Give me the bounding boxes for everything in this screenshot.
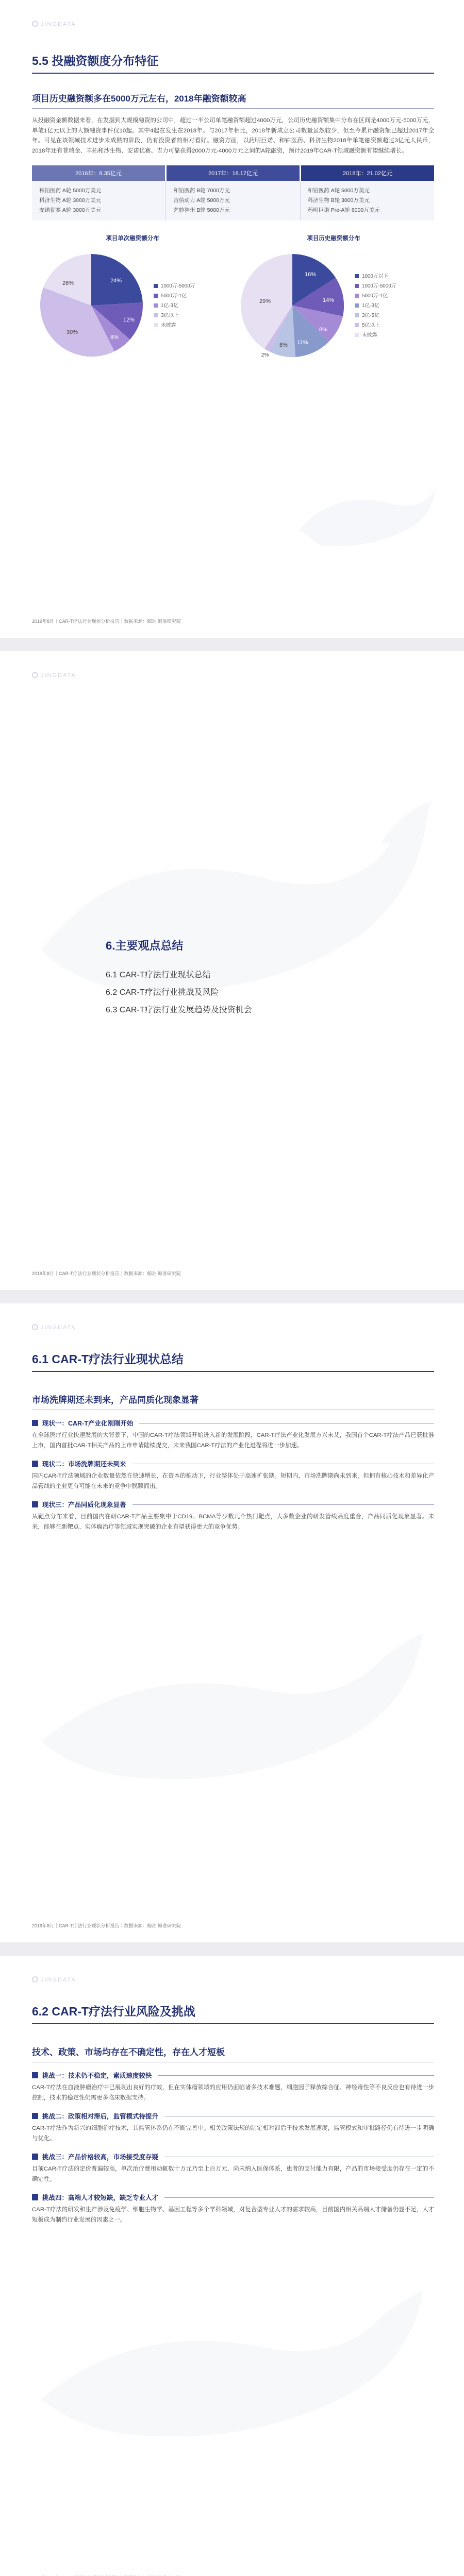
- point-paragraph: 目前CAR-T疗法的定价普遍较高，单次治疗费用动辄数十万元乃至上百万元，尚未纳入医保体系，患者的支付能力有限，产品的市场接受度仍存在一定的不确定性。: [32, 2166, 434, 2182]
- point-paragraph: 从靶点分布来看，目前国内在研CAR-T产品主要集中于CD19、BCMA等少数几个热门靶点，大多数企业的研发管线高度重合，产品同质化现象显著。未来，能够在新靶点、实体瘤治疗等领域实现突破的企业有望获得更大的竞争优势。: [32, 1514, 434, 1530]
- toc: [106, 937, 394, 1019]
- year-deals: [32, 181, 434, 221]
- headline: 市场洗牌期还未到来，产品同质化现象显著: [32, 1395, 198, 1405]
- legend-item: 1亿-3亿: [355, 301, 396, 311]
- pie2-label-f: 2%: [261, 352, 269, 358]
- point-tag: 挑战三：产品价格较高，市场接受度存疑: [32, 2152, 434, 2161]
- legend-item: 3亿以上: [154, 311, 195, 320]
- year-2017: 2017年：18.17亿元: [167, 165, 300, 181]
- point-paragraph: 国内CAR-T疗法领域的企业数量依然在快速增长，在资本的推动下，行业整体处于高速扩张期。短期内，市场洗牌期尚未到来，但拥有核心技术和差异化产品管线的企业更有可能在未来的竞争中脱颖而出。: [32, 1473, 434, 1489]
- whale-watermark-icon: [289, 468, 443, 561]
- legend-item: 1亿-3亿: [154, 301, 195, 311]
- point-paragraph: CAR-T疗法的研发和生产涉及免疫学、细胞生物学、基因工程等多个学科领域，对复合型专业人才的需求较高，目前国内相关高端人才储备仍显不足，人才短板成为制约行业发展的因素之一。: [32, 2207, 434, 2223]
- point-tag: 挑战四：高端人才较短缺，缺乏专业人才: [32, 2193, 434, 2202]
- section-rule: [32, 1371, 434, 1372]
- page-divider: [0, 638, 464, 651]
- pie2-legend: [355, 272, 396, 340]
- page-6-2: [0, 1956, 464, 2576]
- point-tag: 挑战二：政策相对滞后，监管模式待提升: [32, 2111, 434, 2121]
- brand-logo-icon: [32, 1976, 38, 1982]
- toc-item[interactable]: 6.3 CAR-T疗法行业发展趋势及投资机会: [106, 1006, 252, 1014]
- year-bar: [32, 165, 434, 181]
- legend-item: 1000万以下: [355, 272, 396, 281]
- deals-2016: 和铂医药 A轮 5000万美元 科济生物 A轮 3000万美元 安诺优赛 A轮 3000万美元: [39, 188, 102, 213]
- section-rule: [32, 2023, 434, 2024]
- pie2-svg: [233, 246, 352, 365]
- toc-item[interactable]: 6.2 CAR-T疗法行业挑战及风险: [106, 988, 219, 997]
- point-paragraph: 在全球医疗行业快速发展的大背景下，中国的CAR-T疗法领域开始进入新的发展阶段，CAR-T疗法产业化发展方兴未艾，我国首个CAR-T疗法产品已获批准上市，国内首批CAR-T相关产品的上市申请陆续提交，未来我国CAR-T疗法的产业化进程将进一步加速。: [32, 1432, 434, 1449]
- year-2018: 2018年：21.02亿元: [301, 165, 434, 181]
- point-tag: 现状二：市场洗牌期还未到来: [32, 1459, 434, 1468]
- brand-logo-icon: [32, 1324, 38, 1330]
- page-divider: [0, 1942, 464, 1956]
- whale-watermark-icon: [21, 780, 443, 1069]
- pie2-label-e: 8%: [279, 342, 288, 348]
- legend-item: 5000万-1亿: [154, 291, 195, 301]
- section-title: 6.1 CAR-T疗法行业现状总结: [32, 1352, 184, 1366]
- page-6-summary: [0, 651, 464, 1290]
- watermark-logo: JINGDATA: [32, 672, 76, 679]
- legend-item: 1000万-5000万: [355, 281, 396, 291]
- page-footer: 2019年8月｜CAR-T疗法行业现状分析报告｜数据来源：鲸准 鲸准研究院: [32, 1923, 181, 1928]
- pie1-label-e: 26%: [62, 280, 74, 286]
- legend-item: 5000万-1亿: [355, 291, 396, 301]
- page-footer: 2019年8月｜CAR-T疗法行业现状分析报告｜数据来源：鲸准 鲸准研究院: [32, 1271, 181, 1276]
- deals-2017: 和铂医药 B轮 7000万元 吉倍动力 A轮 5000万元 艺妙神州 B轮 5000万元: [165, 181, 300, 221]
- watermark-logo: JINGDATA: [32, 21, 76, 27]
- watermark-logo: JINGDATA: [32, 1324, 76, 1331]
- page-5-5: [0, 0, 464, 638]
- headline: 技术、政策、市场均存在不确定性，存在人才短板: [32, 2047, 225, 2057]
- watermark-logo: JINGDATA: [32, 1976, 76, 1983]
- pie2-label-d: 11%: [297, 340, 308, 346]
- whale-watermark-icon: [31, 2280, 433, 2476]
- headline-rule: [32, 108, 434, 109]
- legend-item: 1000万-5000万: [154, 281, 195, 291]
- section-title: 6.主要观点总结: [106, 939, 184, 952]
- point-tag: 现状一：CAR-T产业化刚刚开始: [32, 1418, 434, 1428]
- deals-2018: 和铂医药 A轮 5000万美元 科济生物 B轮 3000万美元 药明巨诺 Pre-A轮 6000万美元: [300, 181, 434, 221]
- pie2-title: 项目历史融资额分布: [307, 235, 360, 242]
- brand-logo-icon: [32, 672, 38, 678]
- pie2-label-c: 8%: [319, 327, 327, 333]
- point-tag: 挑战一：技术仍不稳定，素质速度较快: [32, 2071, 434, 2080]
- headline: 项目历史融资额多在5000万元左右，2018年融资额较高: [32, 94, 246, 104]
- legend-item: 5亿以上: [355, 320, 396, 330]
- legend-item: 未披露: [154, 320, 195, 330]
- page-6-1: [0, 1303, 464, 1942]
- legend-item: 未披露: [355, 330, 396, 340]
- pie-chart-2: [233, 234, 434, 365]
- year-2016: 2016年：8.35亿元: [32, 165, 165, 181]
- section-title: 6.2 CAR-T疗法行业风险及挑战: [32, 2005, 195, 2018]
- pie-chart-1: [32, 234, 233, 365]
- brand-logo-icon: [32, 21, 38, 27]
- pie1-svg: [32, 246, 151, 365]
- point-paragraph: CAR-T疗法在血液肿瘤治疗中已展现出良好的疗效，但在实体瘤领域的应用仍面临诸多技术难题，细胞因子释放综合征、神经毒性等不良反应也有待进一步控制，技术的稳定性仍需更多临床数据支持。: [32, 2084, 434, 2101]
- point-tag: 现状三：产品同质化现象显著: [32, 1500, 434, 1509]
- section-rule: [32, 73, 434, 74]
- pie1-label-b: 12%: [123, 317, 135, 323]
- pie1-label-d: 30%: [66, 329, 78, 335]
- pie1-title: 项目单次融资额分布: [106, 235, 159, 242]
- pie2-label-g: 29%: [259, 298, 271, 304]
- pie2-label-a: 16%: [304, 272, 317, 278]
- section-title: 5.5 投融资额度分布特征: [32, 54, 159, 67]
- toc-item[interactable]: 6.1 CAR-T疗法行业现状总结: [106, 971, 211, 979]
- pie1-label-a: 24%: [110, 278, 122, 284]
- pie-charts: [32, 234, 434, 365]
- pie1-label-c: 8%: [110, 334, 119, 341]
- page-footer: 2019年8月｜CAR-T疗法行业现状分析报告｜数据来源：鲸准 鲸准研究院: [32, 619, 181, 624]
- pie2-label-b: 14%: [322, 297, 335, 303]
- pie1-legend: [154, 281, 195, 330]
- whale-watermark-icon: [31, 1623, 433, 1819]
- body-paragraph: 从投融资金额数据来看，在发掘到大规模融资的公司中，超过一半公司单笔融资额超过4000万元，公司历史融资额集中分布在区间是4000万元-5000万元，单笔1亿元以上的大额融资事件仅10起。其中4起在发生在2018年。与2017年相比，2018年新成立公司数量虽然较少，但至今累计融资额已超过2017年全年。可见在该领域技术进步未成熟的阶段，仍有投资者的相对看好。融资方面，以药明巨诺、和铂医药、科济生物2018年单笔融资额超过3亿元人民币，2018年还有普瑞金、丰拓和沙生物、安诺优赛、吉力可靠获得2000万元-4000万元之间的A轮融资，预计2019年CAR-T领域融资额有望继续增长。: [32, 117, 434, 154]
- page-divider: [0, 1290, 464, 1303]
- legend-item: 3亿-5亿: [355, 311, 396, 320]
- point-paragraph: CAR-T疗法作为新兴的细胞治疗技术，其监管体系仍在不断完善中。相关政策法规的制定相对滞后于技术发展速度，监管模式和审批路径仍有待进一步明确与优化。: [32, 2125, 434, 2142]
